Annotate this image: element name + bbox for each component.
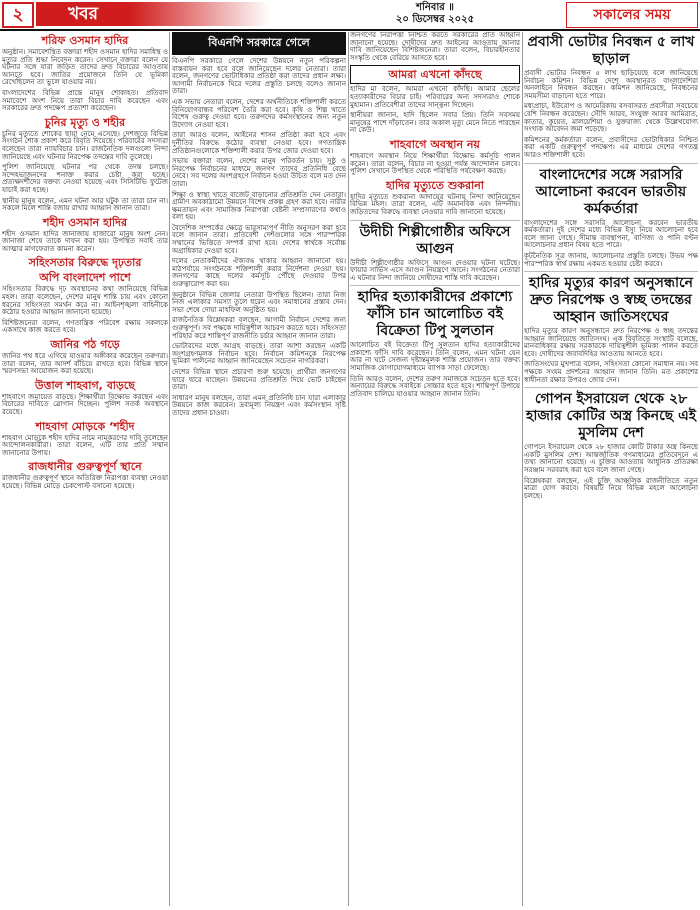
article-body: সাধারণ মানুষ বলছেন, তারা এমন প্রতিনিধি চান যারা এলাকার উন্নয়নে কাজ করবেন। দ্রব্যমূল্য নিয়ন্ত্রণ এবং কর্মসংস্থান সৃষ্টি তাদের প্রধান চাওয়া। <box>172 393 346 417</box>
article-body: হাদির মৃত্যুর কারণ অনুসন্ধানে দ্রুত নিরপেক্ষ ও স্বচ্ছ তদন্তের আহ্বান জানিয়েছে জাতিসংঘ। এক বিবৃতিতে সংস্থাটি বলেছে, মানবাধিকার রক্ষায় সরকারকে দায়িত্বশীল ভূমিকা পালন করতে হবে। দোষীদের জবাবদিহির আওতায় আনতে হবে। <box>524 327 698 358</box>
article-body: কমিশনের কর্মকর্তারা বলেন, প্রবাসীদের ভোটাধিকার নিশ্চিত করা একটি গুরুত্বপূর্ণ পদক্ষেপ। এর মাধ্যমে দেশের গণতন্ত্র আরও শক্তিশালী হবে। <box>524 135 698 159</box>
article-body: এক সভায় নেতারা বলেন, দেশের অর্থনীতিকে শক্তিশালী করতে বিনিয়োগবান্ধব পরিবেশ তৈরি করা হবে। কৃষি ও শিল্প খাতে বিশেষ গুরুত্ব দেওয়া হবে। তরুণদের কর্মসংস্থানের জন্য নতুন উদ্যোগ নেওয়া হবে। <box>172 97 346 129</box>
article-body: বিশিষ্টজনেরা বলেন, গণতান্ত্রিক পরিবেশ রক্ষায় সকলকে একসাথে কাজ করতে হবে। <box>2 318 168 335</box>
section-divider <box>350 220 520 221</box>
article-body: সহিংসতার বিরুদ্ধে দৃঢ় অবস্থানের কথা জানিয়েছে বিভিন্ন মহল। তারা বলেছেন, দেশের মানুষ শান্তি চায় এবং কোনো ধরনের সহিংসতা সমর্থন করে না। আইনশৃঙ্খলা বাহিনীকে কঠোর হওয়ার আহ্বান জানানো হয়েছে। <box>2 285 168 317</box>
article-body: চুনির মৃত্যুতে শোকের ছায়া নেমে এসেছে। দেশজুড়ে বিভিন্ন সংগঠন শোক প্রকাশ করে বিবৃতি দিয়েছে। পরিবারের সদস্যরা বলেছেন তারা ন্যায়বিচার চান। রাজনৈতিক দলগুলো নিন্দা জানিয়েছে এবং ঘটনার নিরপেক্ষ তদন্তের দাবি তুলেছে। <box>2 129 168 161</box>
header-rule <box>0 29 700 31</box>
headline: জানির পঠ গড়ে <box>50 338 120 352</box>
masthead: সকালের সময় <box>566 2 698 28</box>
column-divider <box>348 32 349 906</box>
article-body: স্থানীয় মানুষ বলেন, এমন ঘটনা আর ঘটুক তা তারা চান না। সকলে মিলে শান্তি বজায় রাখার আহ্বান জানান তারা। <box>2 196 168 213</box>
column-1 <box>2 32 168 906</box>
article-body: মধ্যপ্রাচ্য, ইউরোপ ও আমেরিকায় বসবাসরত প্রবাসীরা সবচেয়ে বেশি নিবন্ধন করেছেন। সৌদি আরব, সংযুক্ত আরব আমিরাত, কাতার, কুয়েত, মালয়েশিয়া ও যুক্তরাজ্য থেকে উল্লেখযোগ্য সংখ্যক আবেদন জমা পড়েছে। <box>524 102 698 134</box>
article-body: হাদির মৃত্যুতে শুকরানা আদায়ের ঘটনায় নিন্দা জানিয়েছেন বিভিন্ন মহল। তারা বলেন, এটি অমানবিক এবং নিন্দনীয়। জড়িতদের বিরুদ্ধে ব্যবস্থা নেওয়ার দাবি জানানো হয়েছে। <box>350 192 520 216</box>
article-body: জাতিসংঘের মুখপাত্র বলেন, সহিংসতা কোনো সমাধান নয়। সব পক্ষকে সংযম প্রদর্শনের আহ্বান জানান তিনি। মত প্রকাশের স্বাধীনতা রক্ষার উপরও জোর দেন। <box>524 360 698 384</box>
headline: প্রবাসী ভোটার নিবন্ধন ৫ লাখ ছাড়াল <box>527 34 695 67</box>
article-body: উদীচী শিল্পীগোষ্ঠীর অফিসে আগুন দেওয়ার ঘটনা ঘটেছে। ফায়ার সার্ভিস এসে আগুন নিয়ন্ত্রণে আনে। সংগঠনের নেতারা এ ঘটনার নিন্দা জানিয়ে দোষীদের শাস্তি দাবি করেছেন। <box>350 258 520 282</box>
section-gradient <box>130 2 270 26</box>
headline: গোপন ইসরায়েল থেকে ২৮ হাজার কোটির অস্ত্র কিনছে এই মুসলিম দেশ <box>525 391 697 442</box>
article-body: আলোচিত বই বিক্রেতা টিপু সুলতান হাদির হত্যাকারীদের প্রকাশ্যে ফাঁসি দাবি করেছেন। তিনি বলেন, এমন ঘটনা যেন আর না ঘটে সেজন্য দৃষ্টান্তমূলক শাস্তি প্রয়োজন। তার বক্তব্য সামাজিক যোগাযোগমাধ্যমে ব্যাপক সাড়া ফেলেছে। <box>350 341 520 373</box>
page-number: ২ <box>2 2 34 28</box>
headline: অপি বাংলাদেশ পাশে <box>39 271 131 285</box>
article-body: বিশ্লেষকরা বলছেন, এই চুক্তি আঞ্চলিক রাজনীতিতে নতুন মাত্রা যোগ করবে। বিষয়টি নিয়ে বিভিন্ন মহলে আলোচনা চলছে। <box>524 476 698 500</box>
article-body: শিক্ষা ও স্বাস্থ্য খাতে বাজেট বাড়ানোর প্রতিশ্রুতি দেন নেতারা। গ্রামীণ অবকাঠামো উন্নয়নে বিশেষ প্রকল্প গ্রহণ করা হবে। নারীর ক্ষমতায়ন এবং সামাজিক নিরাপত্তা বেষ্টনী সম্প্রসারণের কথাও বলা হয়। <box>172 190 346 222</box>
article-body: তিনি আরও বলেন, দেশের তরুণ সমাজকে সচেতন হতে হবে। অন্যায়ের বিরুদ্ধে সবাইকে সোচ্চার হতে হবে। শান্তিপূর্ণ উপায়ে প্রতিবাদ চালিয়ে যাওয়ার আহ্বান জানান তিনি। <box>350 374 520 398</box>
article-body: শাহবাগে অবস্থান নিয়ে শিক্ষার্থীরা বিক্ষোভ কর্মসূচি পালন করেন। তারা বলেন, বিচার না হওয়া পর্যন্ত আন্দোলন চলবে। পুলিশ সেখানে উপস্থিত থেকে পরিস্থিতি পর্যবেক্ষণ করছে। <box>350 151 520 176</box>
article-body: দলের নেতাকর্মীদের ঐক্যবদ্ধ থাকার আহ্বান জানানো হয়। মাঠপর্যায়ে সংগঠনকে শক্তিশালী করার নির্দেশনা দেওয়া হয়। জনগণের কাছে দলের কর্মসূচি পৌঁছে দেওয়ার উপর গুরুত্বারোপ করা হয়। <box>172 257 346 289</box>
article-body: স্থানীয়রা জানান, হাদি ছিলেন সবার প্রিয়। তিনি সবসময় মানুষের পাশে দাঁড়াতেন। তার অকাল মৃত্যু মেনে নিতে পারছেন না কেউ। <box>350 111 520 135</box>
section-title: খবর <box>36 2 130 26</box>
column-3 <box>350 32 520 906</box>
headline: হাদির হত্যাকারীদের প্রকাশ্যে ফাঁসি চান আলোচিত বই বিক্রেতা টিপু সুলতান <box>357 289 513 340</box>
article-body: দেশের বিভিন্ন স্থানে প্রচারণা শুরু হয়েছে। প্রার্থীরা জনগণের দ্বারে দ্বারে যাচ্ছেন। উন্নয়নের প্রতিশ্রুতি দিয়ে ভোট চাইছেন তারা। <box>172 367 346 392</box>
header-date-text: ২০ ডিসেম্বর ২০২৫ <box>395 14 475 25</box>
article-body: রাজধানীর গুরুত্বপূর্ণ স্থানে অতিরিক্ত নিরাপত্তা ব্যবস্থা নেওয়া হয়েছে। বিভিন্ন মোড়ে চেকপোস্ট বসানো হয়েছে। <box>2 474 168 490</box>
page-header <box>0 0 700 28</box>
headline: শাহবাগ মোড়কে ‘শহীদ <box>35 419 135 433</box>
column-divider <box>522 32 523 906</box>
article-body: অনুষ্ঠানে বিভিন্ন জেলার নেতারা উপস্থিত ছিলেন। তারা নিজ নিজ এলাকার সমস্যা তুলে ধরেন এবং সমাধানের প্রস্তাব দেন। সভা শেষে দোয়া মাহফিল অনুষ্ঠিত হয়। <box>172 290 346 314</box>
article-body: বাংলাদেশের সঙ্গে সরাসরি আলোচনা করবেন ভারতীয় কর্মকর্তারা। দুই দেশের মধ্যে বিভিন্ন ইস্যু নিয়ে আলোচনা হবে বলে জানা গেছে। সীমান্ত ব্যবস্থাপনা, বাণিজ্য ও পানি বণ্টন আলোচনার প্রধান বিষয় হতে পারে। <box>524 218 698 250</box>
article-body: পুলিশ জানিয়েছে ঘটনার পর থেকে তদন্ত চলছে। সন্দেহভাজনদের শনাক্ত করার চেষ্টা করা হচ্ছে। প্রত্যক্ষদর্শীদের বক্তব্য নেওয়া হয়েছে এবং সিসিটিভি ফুটেজ যাচাই করা হচ্ছে। <box>2 163 168 194</box>
article-body: সভায় বক্তারা বলেন, দেশের মানুষ পরিবর্তন চায়। সুষ্ঠু ও নিরপেক্ষ নির্বাচনের মাধ্যমে জনগণ তাদের প্রতিনিধি বেছে নেবে। সব দলের অংশগ্রহণে নির্বাচন হওয়া উচিত বলে মত দেন তারা। <box>172 157 346 188</box>
headline: হাদির মৃত্যুর কারণ অনুসন্ধানে দ্রুত নিরপেক্ষ ও স্বচ্ছ তদন্তের আহ্বান জাতিসংঘের <box>528 275 693 326</box>
header-day: শনিবার ॥ <box>416 2 454 13</box>
article-body: অনুষ্ঠান। সমাবেশস্থিত বক্তারা শহীদ ওসমান হাদির সমাধিস্থ ও মৃত্যুর প্রতি শ্রদ্ধা নিবেদন করেন। সেখানে বক্তারা বলেন যে ঘটনার সঙ্গে যারা জড়িত তাদের দ্রুত বিচারের আওতায় আনতে হবে। জাতির প্রয়োজনে তিনি যে ভূমিকা রেখেছিলেন তা ভুলে যাওয়ার নয়। <box>2 48 168 87</box>
section-divider <box>524 271 698 272</box>
headline: আমরা এখনো কাঁদছে <box>350 65 520 84</box>
article-body: বাংলাদেশের বিভিন্ন প্রান্তে মানুষ শোকাহত। প্রতিবাদ সমাবেশে অংশ নিয়ে তারা বিচার দাবি করেছেন এবং সরকারের দ্রুত পদক্ষেপ প্রত্যাশা করেছেন। <box>2 88 168 113</box>
headline: চুনির মৃত্যু ও শহীর <box>44 115 126 129</box>
column-2 <box>172 32 346 906</box>
article-body: শাহবাগ মোড়কে শহীদ হাদির নামে নামকরণের দাবি তুলেছেন আন্দোলনকারীরা। তারা বলেন, এটি তার প্রতি সম্মান জানানোর উপায়। <box>2 433 168 457</box>
headline: বাংলাদেশের সঙ্গে সরাসরি আলোচনা করবেন ভারতীয় কর্মকর্তারা <box>535 166 687 217</box>
article-body: রাজনৈতিক বিশ্লেষকরা বলছেন, আগামী নির্বাচন দেশের জন্য গুরুত্বপূর্ণ। সব পক্ষকে দায়িত্বশীল আচরণ করতে হবে। সহিংসতা পরিহার করে শান্তিপূর্ণ রাজনীতি চর্চার আহ্বান জানান তারা। <box>172 316 346 340</box>
article-body: শহীদ ওসমান হাদির জানাজায় হাজারো মানুষ অংশ নেন। জানাজা শেষে তাকে দাফন করা হয়। উপস্থিত সবাই তার আত্মার মাগফেরাত কামনা করেন। <box>2 229 168 253</box>
article-body: জানির পথ ধরে এগিয়ে যাওয়ার অঙ্গীকার করেছেন তরুণরা। তারা বলেন, তার আদর্শ বাঁচিয়ে রাখতে হবে। বিভিন্ন স্থানে স্মরণসভা আয়োজন করা হয়েছে। <box>2 352 168 376</box>
article-body: হাদির মা বলেন, আমরা এখনো কাঁদছি। আমার ছেলের হত্যাকারীদের বিচার চাই। পরিবারের অন্য সদস্যরাও শোকে মুহ্যমান। প্রতিবেশীরা তাদের সান্ত্বনা দিচ্ছেন। <box>350 85 520 109</box>
column-4 <box>524 32 698 906</box>
banner-headline: বিএনপি সরকারে গেলে <box>172 32 346 55</box>
article-body: ভোটারদের মধ্যে আগ্রহ বাড়ছে। তারা আশা করছেন একটি অংশগ্রহণমূলক নির্বাচন হবে। নির্বাচন কমিশনকে নিরপেক্ষ ভূমিকা পালনের আহ্বান জানিয়েছেন সচেতন নাগরিকরা। <box>172 342 346 366</box>
headline: উদীচী শিল্পীগোষ্ঠীর অফিসে আগুন <box>359 223 511 257</box>
headline: রাজধানীর গুরুত্বপূর্ণ স্থানে <box>28 460 142 474</box>
headline: উত্তাল শাহবাগ, বাড়ছে <box>35 378 135 392</box>
headline: শহীদ ওসমান হাদির <box>42 215 128 229</box>
section-divider <box>524 387 698 388</box>
article-body: শাহবাগে জমায়েত বাড়ছে। শিক্ষার্থীরা বিক্ষোভ করছেন এবং বিচারের দাবিতে স্লোগান দিচ্ছেন। পুলিশ সতর্ক অবস্থানে রয়েছে। <box>2 392 168 416</box>
section-divider <box>524 163 698 164</box>
column-divider <box>169 32 170 906</box>
article-body: কূটনৈতিক সূত্র জানায়, আলোচনার প্রস্তুতি চলছে। উভয় পক্ষ পারস্পরিক স্বার্থ রক্ষায় একমত হওয়ার চেষ্টা করবে। <box>524 251 698 268</box>
article-body: বৈদেশিক সম্পর্কের ক্ষেত্রে ভারসাম্যপূর্ণ নীতি অনুসরণ করা হবে বলে জানান তারা। প্রতিবেশী দেশগুলোর সঙ্গে পারস্পরিক সম্মানের ভিত্তিতে সম্পর্ক রাখা হবে। দেশের স্বার্থকে সর্বোচ্চ অগ্রাধিকার দেওয়া হবে। <box>172 223 346 255</box>
article-body: তারা আরও বলেন, আইনের শাসন প্রতিষ্ঠা করা হবে এবং দুর্নীতির বিরুদ্ধে কঠোর ব্যবস্থা নেওয়া হবে। গণতান্ত্রিক প্রতিষ্ঠানগুলোকে শক্তিশালী করার উপর জোর দেওয়া হবে। <box>172 131 346 155</box>
section-divider <box>350 285 520 286</box>
headline: শাহবাগে অবস্থান নয় <box>390 137 480 151</box>
article-body: গোপনে ইসরায়েল থেকে ২৮ হাজার কোটি টাকার অস্ত্র কিনছে একটি মুসলিম দেশ। আন্তর্জাতিক গণমাধ্যমের প্রতিবেদনে এ তথ্য জানানো হয়েছে। এ চুক্তির আওতায় আধুনিক প্রতিরক্ষা সরঞ্জাম সরবরাহ করা হবে বলে জানা গেছে। <box>524 443 698 475</box>
headline: সহিংসতার বিরুদ্ধে দৃঢ়তার <box>28 256 142 270</box>
headline: হাদির মৃত্যুতে শুকরানা <box>386 178 484 192</box>
article-body: প্রবাসী ভোটার নিবন্ধন ৫ লাখ ছাড়িয়েছে বলে জানিয়েছে নির্বাচন কমিশন। বিভিন্ন দেশে অবস্থানরত বাংলাদেশিরা অনলাইনে নিবন্ধন করছেন। কমিশন জানিয়েছে, নিবন্ধনের সময়সীমা বাড়ানো হতে পারে। <box>524 69 698 100</box>
header-date <box>360 2 510 26</box>
headline: শরিফ ওসমান হাদির <box>41 34 129 47</box>
article-body: জনগণের নিরাপত্তা নিশ্চিত করতে সরকারের প্রতি আহ্বান জানানো হয়েছে। দোষীদের দ্রুত আইনের আওতায় আনার দাবি জানিয়েছেন বিশিষ্টজনেরা। তারা বলেন, বিচারহীনতার সংস্কৃতি থেকে বেরিয়ে আসতে হবে। <box>350 32 520 62</box>
article-body: বিএনপি সরকারে গেলে দেশের উন্নয়নে নতুন পরিকল্পনা বাস্তবায়ন করা হবে বলে জানিয়েছেন দলের নেতারা। তারা বলেন, জনগণের ভোটাধিকার প্রতিষ্ঠা করা তাদের প্রধান লক্ষ্য। আগামী নির্বাচনকে ঘিরে দলের প্রস্তুতি চলছে বলেও জানান তারা। <box>172 57 346 96</box>
